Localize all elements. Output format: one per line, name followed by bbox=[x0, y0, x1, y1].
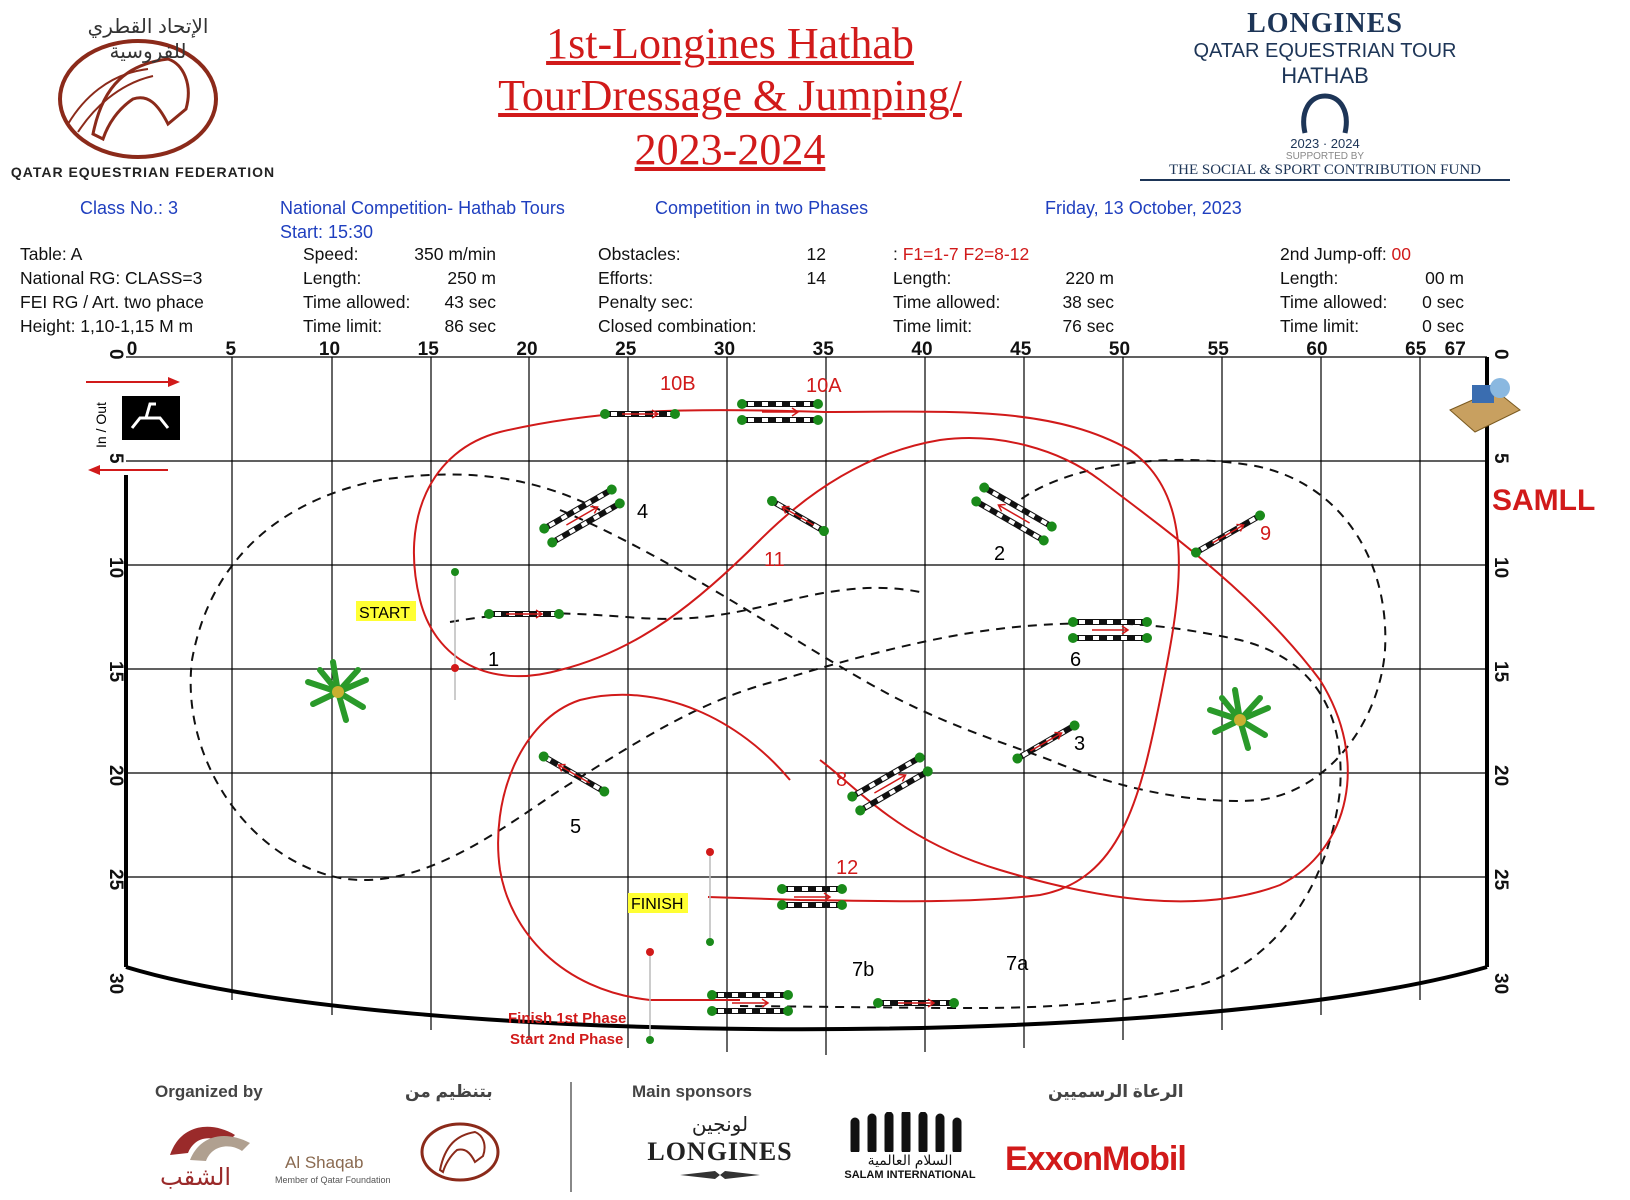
y-tick-label-right: 5 bbox=[1490, 453, 1511, 464]
jumpoff-time-allowed-label: Time allowed: bbox=[1280, 292, 1388, 312]
competition-date: Friday, 13 October, 2023 bbox=[1045, 198, 1242, 218]
obstacle-6 bbox=[1068, 617, 1152, 643]
phase-length-label: Length: bbox=[893, 268, 952, 288]
table-type: Table: A bbox=[20, 244, 83, 264]
x-tick-label: 60 bbox=[1306, 339, 1328, 360]
x-tick-label: 50 bbox=[1108, 339, 1131, 360]
phase-note-finish: Finish 1st Phase bbox=[508, 1010, 627, 1027]
phase-change-line bbox=[646, 948, 654, 1044]
in-out-label: In / Out bbox=[93, 402, 109, 448]
obstacles bbox=[484, 399, 1267, 1016]
y-tick-label-right: 30 bbox=[1490, 973, 1511, 995]
x-tick-label: 40 bbox=[911, 339, 933, 360]
length-label: Length: bbox=[303, 268, 362, 288]
y-tick-label-left: 5 bbox=[105, 453, 126, 464]
arena-size-label: SAMLL bbox=[1492, 484, 1596, 517]
competition-name: National Competition- Hathab Tours bbox=[280, 198, 565, 218]
phase-2-route bbox=[414, 410, 1348, 1000]
federation-name: QATAR EQUESTRIAN FEDERATION bbox=[10, 164, 276, 180]
obstacles-label: Obstacles: bbox=[598, 244, 681, 264]
phase-1-route bbox=[191, 460, 1386, 1008]
obstacle-12 bbox=[777, 884, 847, 910]
phase-length-value: 220 m bbox=[1065, 268, 1114, 288]
start-label: START bbox=[359, 605, 410, 622]
phases-label: Competition in two Phases bbox=[655, 198, 869, 218]
organized-by-label: Organized by bbox=[155, 1082, 263, 1101]
obstacle-9 bbox=[1189, 509, 1267, 560]
class-number: Class No.: 3 bbox=[80, 198, 179, 218]
obstacles-value: 12 bbox=[806, 244, 826, 264]
federation-footer-logo bbox=[395, 1110, 525, 1195]
federation-arabic: الإتحاد القطري للفروسية bbox=[87, 16, 209, 63]
tour-logo-supported: SUPPORTED BY bbox=[1285, 151, 1365, 162]
obstacle-label-12: 12 bbox=[836, 857, 859, 879]
obstacle-11 bbox=[765, 494, 831, 538]
salam-arabic: السلام العالمية bbox=[867, 1152, 953, 1168]
y-axis-right bbox=[1490, 349, 1511, 994]
arena-grid bbox=[126, 357, 1487, 1055]
title-line-2: TourDressage & Jumping/ bbox=[498, 71, 962, 120]
x-tick-label: 10 bbox=[318, 339, 341, 360]
phase-time-allowed-value: 38 sec bbox=[1062, 292, 1114, 312]
y-tick-label-left: 20 bbox=[105, 765, 126, 787]
obstacle-label-9: 9 bbox=[1260, 523, 1272, 545]
longines-arabic: لونجين bbox=[691, 1114, 749, 1136]
x-tick-label: 15 bbox=[417, 339, 439, 360]
x-tick-label: 45 bbox=[1010, 339, 1032, 360]
obstacle-label-3: 3 bbox=[1074, 733, 1086, 755]
y-tick-label-left: 0 bbox=[105, 349, 126, 360]
penalty-label: Penalty sec: bbox=[598, 292, 694, 312]
obstacle-label-4: 4 bbox=[637, 501, 649, 523]
start-line bbox=[451, 568, 459, 700]
x-tick-label: 0 bbox=[126, 339, 138, 360]
phase-note-start: Start 2nd Phase bbox=[510, 1031, 624, 1048]
footer-divider bbox=[570, 1082, 572, 1192]
efforts-value: 14 bbox=[806, 268, 826, 288]
speed-label: Speed: bbox=[303, 244, 359, 264]
x-tick-label: 25 bbox=[615, 339, 637, 360]
speed-value: 350 m/min bbox=[414, 244, 496, 264]
y-tick-label-right: 25 bbox=[1490, 869, 1511, 891]
obstacle-4 bbox=[537, 483, 626, 550]
phase-time-limit-label: Time limit: bbox=[893, 316, 973, 336]
longines-name: LONGINES bbox=[647, 1137, 793, 1166]
start-time: Start: 15:30 bbox=[280, 222, 374, 242]
closed-combination-label: Closed combination: bbox=[598, 316, 757, 336]
finish-label: FINISH bbox=[631, 896, 684, 913]
obstacle-label-10b: 10B bbox=[660, 373, 696, 395]
obstacle-label-11: 11 bbox=[764, 549, 785, 571]
title-line-3: 2023-2024 bbox=[634, 125, 826, 174]
organized-by-arabic: بتنظيم من bbox=[405, 1082, 493, 1101]
alshaqab-name: Al Shaqab bbox=[285, 1153, 364, 1172]
x-tick-label: 5 bbox=[225, 339, 237, 360]
main-sponsors-label: Main sponsors bbox=[632, 1082, 752, 1101]
y-tick-label-left: 25 bbox=[105, 869, 126, 891]
tour-logo-line2: HATHAB bbox=[1281, 63, 1369, 88]
jumpoff-time-limit-label: Time limit: bbox=[1280, 316, 1360, 336]
in-out-marker bbox=[86, 377, 180, 475]
obstacle-5 bbox=[537, 750, 611, 799]
y-tick-label-right: 0 bbox=[1490, 349, 1511, 360]
alshaqab-logo bbox=[150, 1115, 391, 1191]
alshaqab-arabic: الشقب bbox=[160, 1164, 232, 1191]
jumpoff-time-allowed-value: 0 sec bbox=[1422, 292, 1464, 312]
obstacle-label-7b: 7b bbox=[852, 959, 875, 981]
obstacle-1 bbox=[484, 609, 564, 619]
x-tick-label: 65 bbox=[1405, 339, 1427, 360]
tour-logo-brand: LONGINES bbox=[1247, 8, 1403, 39]
jumpoff-length-value: 00 m bbox=[1425, 268, 1464, 288]
longines-logo bbox=[630, 1112, 810, 1192]
x-tick-label: 20 bbox=[516, 339, 538, 360]
winged-hourglass-icon bbox=[675, 1167, 765, 1183]
time-limit-label: Time limit: bbox=[303, 316, 383, 336]
y-tick-label-left: 30 bbox=[105, 973, 126, 995]
tour-logo-line1: QATAR EQUESTRIAN TOUR bbox=[1193, 40, 1457, 62]
salam-name: SALAM INTERNATIONAL bbox=[844, 1169, 976, 1181]
national-rg: National RG: CLASS=3 bbox=[20, 268, 203, 288]
time-allowed-value: 43 sec bbox=[444, 292, 496, 312]
jumpoff-length-label: Length: bbox=[1280, 268, 1339, 288]
obstacle-label-5: 5 bbox=[570, 816, 582, 838]
efforts-label: Efforts: bbox=[598, 268, 654, 288]
obstacle-label-6: 6 bbox=[1070, 649, 1082, 671]
obstacle-2 bbox=[969, 481, 1058, 548]
height: Height: 1,10-1,15 M m bbox=[20, 316, 194, 336]
time-limit-value: 86 sec bbox=[444, 316, 496, 336]
x-tick-label: 67 bbox=[1444, 339, 1466, 360]
salam-logo bbox=[840, 1112, 980, 1197]
obstacle-7b bbox=[707, 990, 793, 1016]
obstacle-8 bbox=[845, 751, 934, 818]
obstacle-label-7a: 7a bbox=[1006, 953, 1029, 975]
x-tick-label: 35 bbox=[812, 339, 834, 360]
tour-logo-years: 2023 · 2024 bbox=[1290, 136, 1360, 151]
jumpoff-time-limit-value: 0 sec bbox=[1422, 316, 1464, 336]
y-tick-label-right: 20 bbox=[1490, 765, 1511, 787]
palm-tree-icon bbox=[1210, 690, 1268, 748]
jumpoff-value: 00 bbox=[1391, 244, 1412, 264]
jumpoff-label: 2nd Jump-off: bbox=[1280, 244, 1392, 264]
x-tick-label: 30 bbox=[713, 339, 736, 360]
phase-split: F1=1-7 F2=8-12 bbox=[902, 244, 1030, 264]
y-tick-label-right: 15 bbox=[1490, 661, 1511, 683]
tour-logo-fund: THE SOCIAL & SPORT CONTRIBUTION FUND bbox=[1140, 162, 1510, 181]
main-sponsors-arabic: الرعاة الرسميين bbox=[1048, 1082, 1184, 1101]
obstacle-label-2: 2 bbox=[994, 543, 1006, 565]
phase-time-allowed-label: Time allowed: bbox=[893, 292, 1001, 312]
title-line-1: 1st-Longines Hathab bbox=[546, 19, 914, 68]
obstacle-label-8: 8 bbox=[836, 769, 848, 791]
phase-head-prefix: : bbox=[893, 244, 903, 264]
y-tick-label-left: 15 bbox=[105, 661, 126, 683]
length-value: 250 m bbox=[447, 268, 496, 288]
phase-time-limit-value: 76 sec bbox=[1062, 316, 1114, 336]
fei-rg: FEI RG / Art. two phace bbox=[20, 292, 204, 312]
y-tick-label-right: 10 bbox=[1490, 557, 1511, 579]
jury-desk-icon bbox=[1450, 378, 1520, 432]
obstacle-label-1: 1 bbox=[488, 649, 500, 671]
time-allowed-label: Time allowed: bbox=[303, 292, 411, 312]
exxonmobil-logo: ExxonMobil bbox=[1005, 1140, 1186, 1178]
palm-tree-icon bbox=[308, 662, 366, 720]
x-tick-label: 55 bbox=[1207, 339, 1229, 360]
y-tick-label-left: 10 bbox=[105, 557, 126, 579]
alshaqab-sub: Member of Qatar Foundation bbox=[275, 1175, 391, 1185]
obstacle-label-10a: 10A bbox=[806, 375, 842, 397]
